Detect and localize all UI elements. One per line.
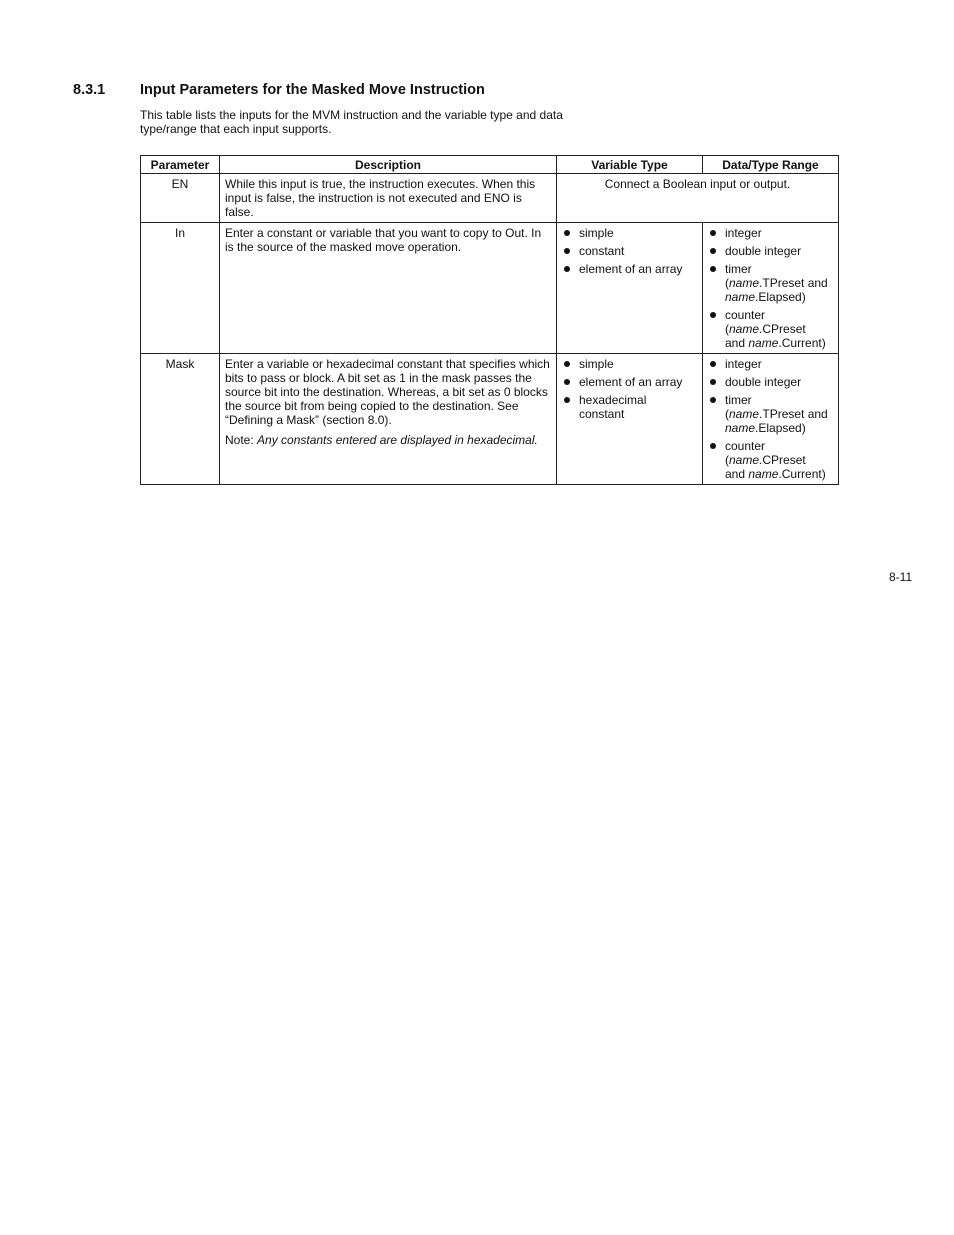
data-range-in bbox=[703, 223, 839, 354]
variable-type-list bbox=[562, 226, 697, 276]
timer-elapsed-suffix: .Elapsed) bbox=[755, 421, 806, 435]
timer-label: timer bbox=[725, 393, 752, 407]
input-parameters-table bbox=[140, 155, 839, 485]
counter-label: counter bbox=[725, 308, 766, 322]
parameter-mask: Mask bbox=[141, 354, 220, 485]
description-en bbox=[220, 174, 557, 223]
timer-tpreset: (name.TPreset and bbox=[725, 276, 828, 290]
timer-tpreset-suffix: .TPreset and bbox=[759, 407, 828, 421]
data-range-list bbox=[708, 357, 833, 481]
counter-cpreset-suffix: .CPreset bbox=[759, 322, 806, 336]
table-row-en bbox=[141, 174, 839, 223]
list-item: integer bbox=[708, 357, 833, 371]
name-italic: name bbox=[729, 453, 760, 467]
timer-tpreset-suffix: .TPreset and bbox=[759, 276, 828, 290]
name-italic: name bbox=[729, 276, 760, 290]
name-italic: name bbox=[725, 290, 756, 304]
note-text: Any constants entered are displayed in hexadecimal. bbox=[257, 433, 538, 447]
section-title: Input Parameters for the Masked Move Instruction bbox=[140, 82, 485, 98]
name-italic: name bbox=[725, 421, 756, 435]
counter-current-suffix: .Current) bbox=[778, 336, 826, 350]
table-row-mask bbox=[141, 354, 839, 485]
counter-cpreset-suffix: .CPreset bbox=[759, 453, 806, 467]
header-description: Description bbox=[220, 156, 557, 174]
list-item: simple bbox=[562, 226, 697, 240]
list-item: double integer bbox=[708, 244, 833, 258]
counter-cpreset: (name.CPreset bbox=[725, 322, 806, 336]
section-heading bbox=[73, 82, 485, 98]
description-in-text: Enter a constant or variable that you want to copy to Out. In is the source of the masked move operation. bbox=[225, 226, 542, 254]
timer-elapsed bbox=[725, 421, 833, 435]
description-mask-note bbox=[225, 433, 551, 447]
list-item: double integer bbox=[708, 375, 833, 389]
table-header-row bbox=[141, 156, 839, 174]
variable-type-in bbox=[557, 223, 703, 354]
list-item: constant bbox=[562, 244, 697, 258]
note-label: Note: bbox=[225, 433, 258, 447]
counter-and: and bbox=[725, 467, 749, 481]
variable-type-list bbox=[562, 357, 697, 421]
list-item-timer bbox=[708, 393, 833, 435]
counter-current bbox=[725, 467, 833, 481]
counter-current-suffix: .Current) bbox=[778, 467, 826, 481]
list-item: element of an array bbox=[562, 375, 697, 389]
parameter-in: In bbox=[141, 223, 220, 354]
description-in bbox=[220, 223, 557, 354]
name-italic: name bbox=[729, 407, 760, 421]
table-row-in bbox=[141, 223, 839, 354]
name-italic: name bbox=[748, 467, 779, 481]
type-range-en: Connect a Boolean input or output. bbox=[557, 174, 839, 223]
counter-label: counter bbox=[725, 439, 766, 453]
header-parameter: Parameter bbox=[141, 156, 220, 174]
counter-cpreset: (name.CPreset bbox=[725, 453, 806, 467]
parameter-en: EN bbox=[141, 174, 220, 223]
timer-label: timer bbox=[725, 262, 752, 276]
variable-type-mask bbox=[557, 354, 703, 485]
list-item: integer bbox=[708, 226, 833, 240]
header-variable-type: Variable Type bbox=[557, 156, 703, 174]
list-item-counter bbox=[708, 308, 833, 350]
page-number: 8-11 bbox=[889, 570, 913, 584]
list-item: element of an array bbox=[562, 262, 697, 276]
name-italic: name bbox=[729, 322, 760, 336]
section-number: 8.3.1 bbox=[73, 82, 106, 98]
counter-and: and bbox=[725, 336, 749, 350]
counter-current bbox=[725, 336, 833, 350]
timer-elapsed bbox=[725, 290, 833, 304]
description-en-text: While this input is true, the instruction executes. When this input is false, the instruction is not executed and ENO is false. bbox=[225, 177, 536, 219]
list-item: hexadecimal constant bbox=[562, 393, 679, 421]
description-mask-text: Enter a variable or hexadecimal constant that specifies which bits to pass or block. A bit set as 1 in the mask passes the source bit into the destination. Whereas, a bit set as 0 blocks the source bit from being copied to the destination. See “Defining a Mask” (section 8.0). bbox=[225, 357, 550, 427]
description-mask bbox=[220, 354, 557, 485]
intro-paragraph: This table lists the inputs for the MVM instruction and the variable type and data type/range that each input supports. bbox=[140, 108, 563, 136]
data-range-list bbox=[708, 226, 833, 350]
list-item: simple bbox=[562, 357, 697, 371]
list-item-timer bbox=[708, 262, 833, 304]
header-data-type-range: Data/Type Range bbox=[703, 156, 839, 174]
name-italic: name bbox=[748, 336, 779, 350]
timer-elapsed-suffix: .Elapsed) bbox=[755, 290, 806, 304]
list-item-counter bbox=[708, 439, 833, 481]
data-range-mask bbox=[703, 354, 839, 485]
timer-tpreset: (name.TPreset and bbox=[725, 407, 828, 421]
